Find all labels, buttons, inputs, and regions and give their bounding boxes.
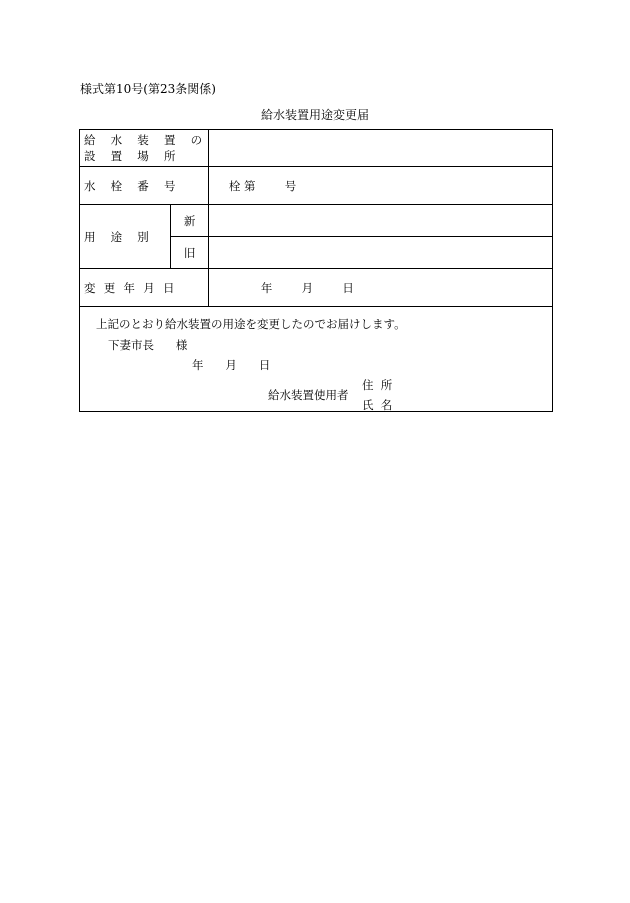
notice-block	[80, 307, 552, 411]
name-label: 氏 名	[362, 398, 393, 412]
notice-date[interactable]: 年 月 日	[192, 358, 271, 372]
location-label-line-2: 設 置 場 所	[84, 149, 182, 163]
hydrant-number-field[interactable]: 栓 第 号	[208, 167, 552, 205]
location-label-line-1: 給 水 装 置 の	[84, 133, 208, 147]
document-title: 給水装置用途変更届	[260, 108, 369, 122]
change-date-label: 変 更 年 月 日	[80, 269, 209, 307]
usage-new-field[interactable]	[208, 205, 552, 237]
notice-row	[80, 307, 553, 412]
usage-old-label: 旧	[171, 237, 209, 269]
water-user-label: 給水装置使用者	[268, 388, 349, 402]
installation-location-field[interactable]	[208, 130, 552, 167]
usage-label: 用 途 別	[80, 205, 171, 269]
usage-old-field[interactable]	[208, 237, 552, 269]
change-date-row	[80, 269, 553, 307]
usage-new-label: 新	[171, 205, 209, 237]
addressee: 下妻市長 様	[108, 338, 188, 352]
notice-cell	[80, 307, 553, 412]
application-form-table	[79, 129, 553, 412]
installation-location-row	[80, 130, 553, 167]
form-number: 様式第10号(第23条関係)	[80, 82, 216, 96]
usage-new-row	[80, 205, 553, 237]
hydrant-number-label: 水 栓 番 号	[80, 167, 209, 205]
notice-statement: 上記のとおり給水装置の用途を変更したのでお届けします。	[96, 317, 406, 331]
change-date-field[interactable]: 年 月 日	[208, 269, 552, 307]
address-label: 住 所	[362, 378, 393, 392]
hydrant-number-row	[80, 167, 553, 205]
installation-location-label	[80, 130, 209, 167]
